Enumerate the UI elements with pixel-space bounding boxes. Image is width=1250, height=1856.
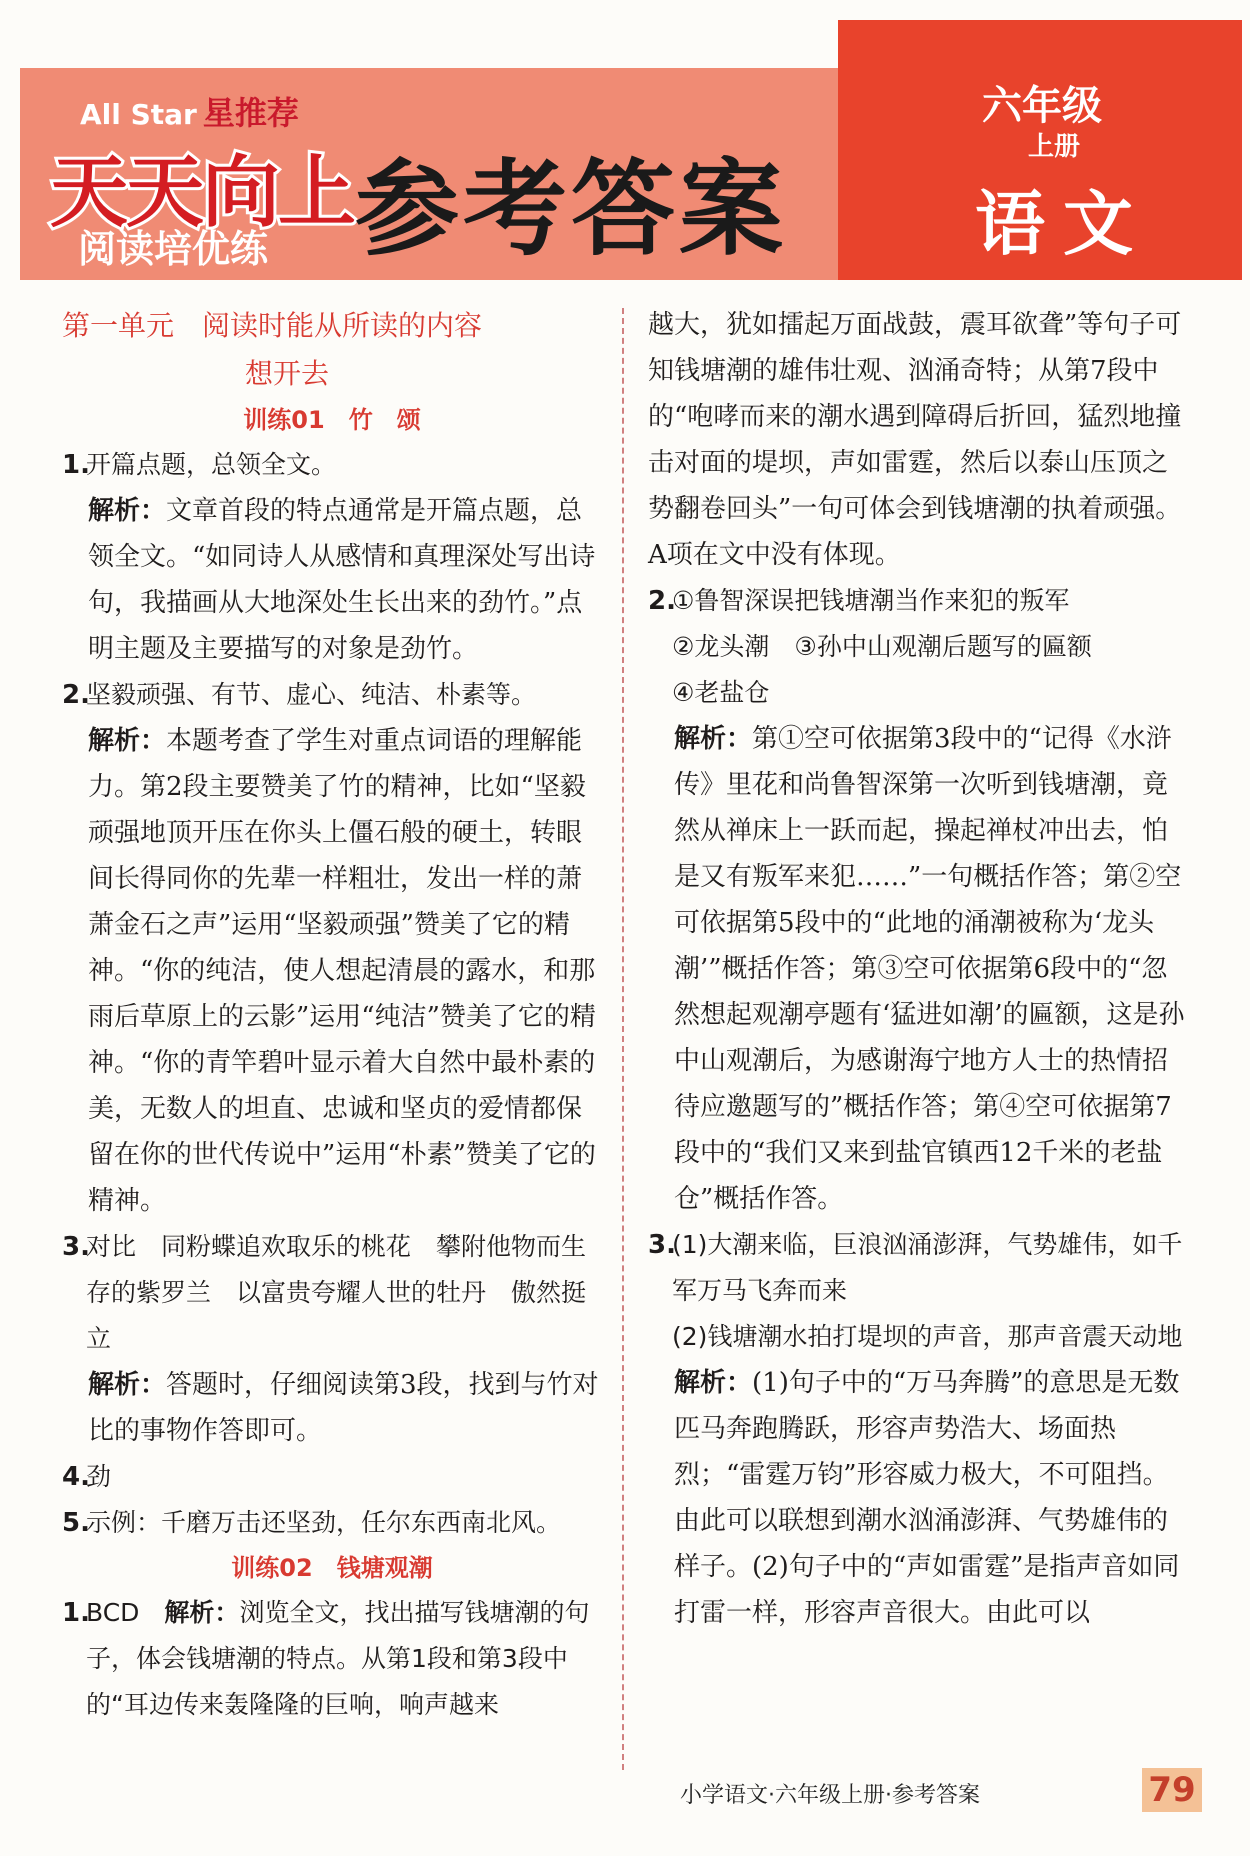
analysis: 解析：答题时，仔细阅读第3段，找到与竹对比的事物作答即可。: [88, 1370, 599, 1446]
subject-label: 语文: [975, 183, 1151, 265]
brand-tagline: All Star 星推荐: [80, 94, 299, 132]
right-column: [648, 302, 1188, 1636]
analysis: 解析：(1)句子中的“万马奔腾”的意思是无数匹马奔跑腾跃，形容声势浩大、场面热烈；“雷霆万钧”形容威力极大，不可阻挡。由此可以联想到潮水汹涌澎湃、气势雄伟的样子。(2)句子中的“声如雷霆”是指声音如同打雷一样，形容声音很大。由此可以: [674, 1368, 1180, 1628]
footer-caption: 小学语文·六年级上册·参考答案: [680, 1783, 980, 1808]
lesson-heading: 训练01 竹 颂: [243, 406, 421, 434]
answer-item: 4. 劲: [62, 1462, 112, 1492]
answer-item: 1. BCD 解析：浏览全文，找出描写钱塘潮的句子，体会钱塘潮的特点。从第1段和第3段中的“耳边传来轰隆隆的巨响，响声越来: [62, 1598, 590, 1719]
answer-item: 5. 示例：千磨万击还坚劲，任尔东西南北风。: [62, 1508, 562, 1538]
page-number: 79: [1142, 1768, 1202, 1812]
volume-label: 上册: [1028, 132, 1081, 162]
grade-label: 六年级: [982, 83, 1102, 129]
answer-line: ④老盐仓: [672, 678, 770, 707]
analysis: 解析：文章首段的特点通常是开篇点题，总领全文。“如同诗人从感情和真理深处写出诗句，我描画从大地深处生长出来的劲竹。”点明主题及主要描写的对象是劲竹。: [88, 496, 596, 664]
analysis: 解析：本题考查了学生对重点词语的理解能力。第2段主要赞美了竹的精神，比如“坚毅顽强地顶开压在你头上僵石般的硬土，转眼间长得同你的先辈一样粗壮，发出一样的萧萧金石之声”运用“坚毅顽强”赞美了它的精神。“你的纯洁，使人想起清晨的露水，和那雨后草原上的云影”运用“纯洁”赞美了它的精神。“你的青竿碧叶显示着大自然中最朴素的美，无数人的坦直、忠诚和坚贞的爱情都保留在你的世代传说中”运用“朴素”赞美了它的精神。: [88, 726, 596, 1216]
lesson-heading: 训练02 钱塘观潮: [231, 1554, 433, 1582]
page-title: 参考答案: [355, 148, 788, 270]
column-divider: [622, 308, 624, 1770]
unit-title: 第一单元 阅读时能从所读的内容 想开去: [62, 309, 483, 390]
answer-line: (2)钱塘潮水拍打堤坝的声音，那声音震天动地: [672, 1322, 1183, 1351]
brand-logo: 天天向上: [50, 148, 355, 238]
analysis-continued: 越大，犹如擂起万面战鼓，震耳欲聋”等句子可知钱塘潮的雄伟壮观、汹涌奇特；从第7段中的“咆哮而来的潮水遇到障碍后折回，猛烈地撞击对面的堤坝，声如雷霆，然后以泰山压顶之势翻卷回头”一句可体会到钱塘潮的执着顽强。A项在文中没有体现。: [648, 310, 1182, 570]
answer-line: ②龙头潮 ③孙中山观潮后题写的匾额: [672, 632, 1092, 661]
answer-item: 1. 开篇点题，总领全文。: [62, 450, 337, 480]
answer-item: 2. ①鲁智深误把钱塘潮当作来犯的叛军: [648, 586, 1070, 616]
analysis: 解析：第①空可依据第3段中的“记得《水浒传》里花和尚鲁智深第一次听到钱塘潮，竟然从禅床上一跃而起，操起禅杖冲出去，怕是又有叛军来犯……”一句概括作答；第②空可依据第5段中的“此地的涌潮被称为‘龙头潮’”概括作答；第③空可依据第6段中的“忽然想起观潮亭题有‘猛进如潮’的匾额，这是孙中山观潮后，为感谢海宁地方人士的热情招待应邀题写的”概括作答；第④空可依据第7段中的“我们又来到盐官镇西12千米的老盐仓”概括作答。: [674, 724, 1185, 1214]
brand-subtitle: 阅读培优练: [78, 227, 269, 271]
answer-item: 2. 坚毅顽强、有节、虚心、纯洁、朴素等。: [62, 680, 537, 710]
left-column: [62, 302, 602, 1728]
answer-item: 3. 对比 同粉蝶追欢取乐的桃花 攀附他物而生存的紫罗兰 以富贵夸耀人世的牡丹 傲然挺立: [62, 1232, 587, 1353]
answer-item: 3. (1)大潮来临，巨浪汹涌澎湃，气势雄伟，如千军万马飞奔而来: [648, 1230, 1183, 1305]
